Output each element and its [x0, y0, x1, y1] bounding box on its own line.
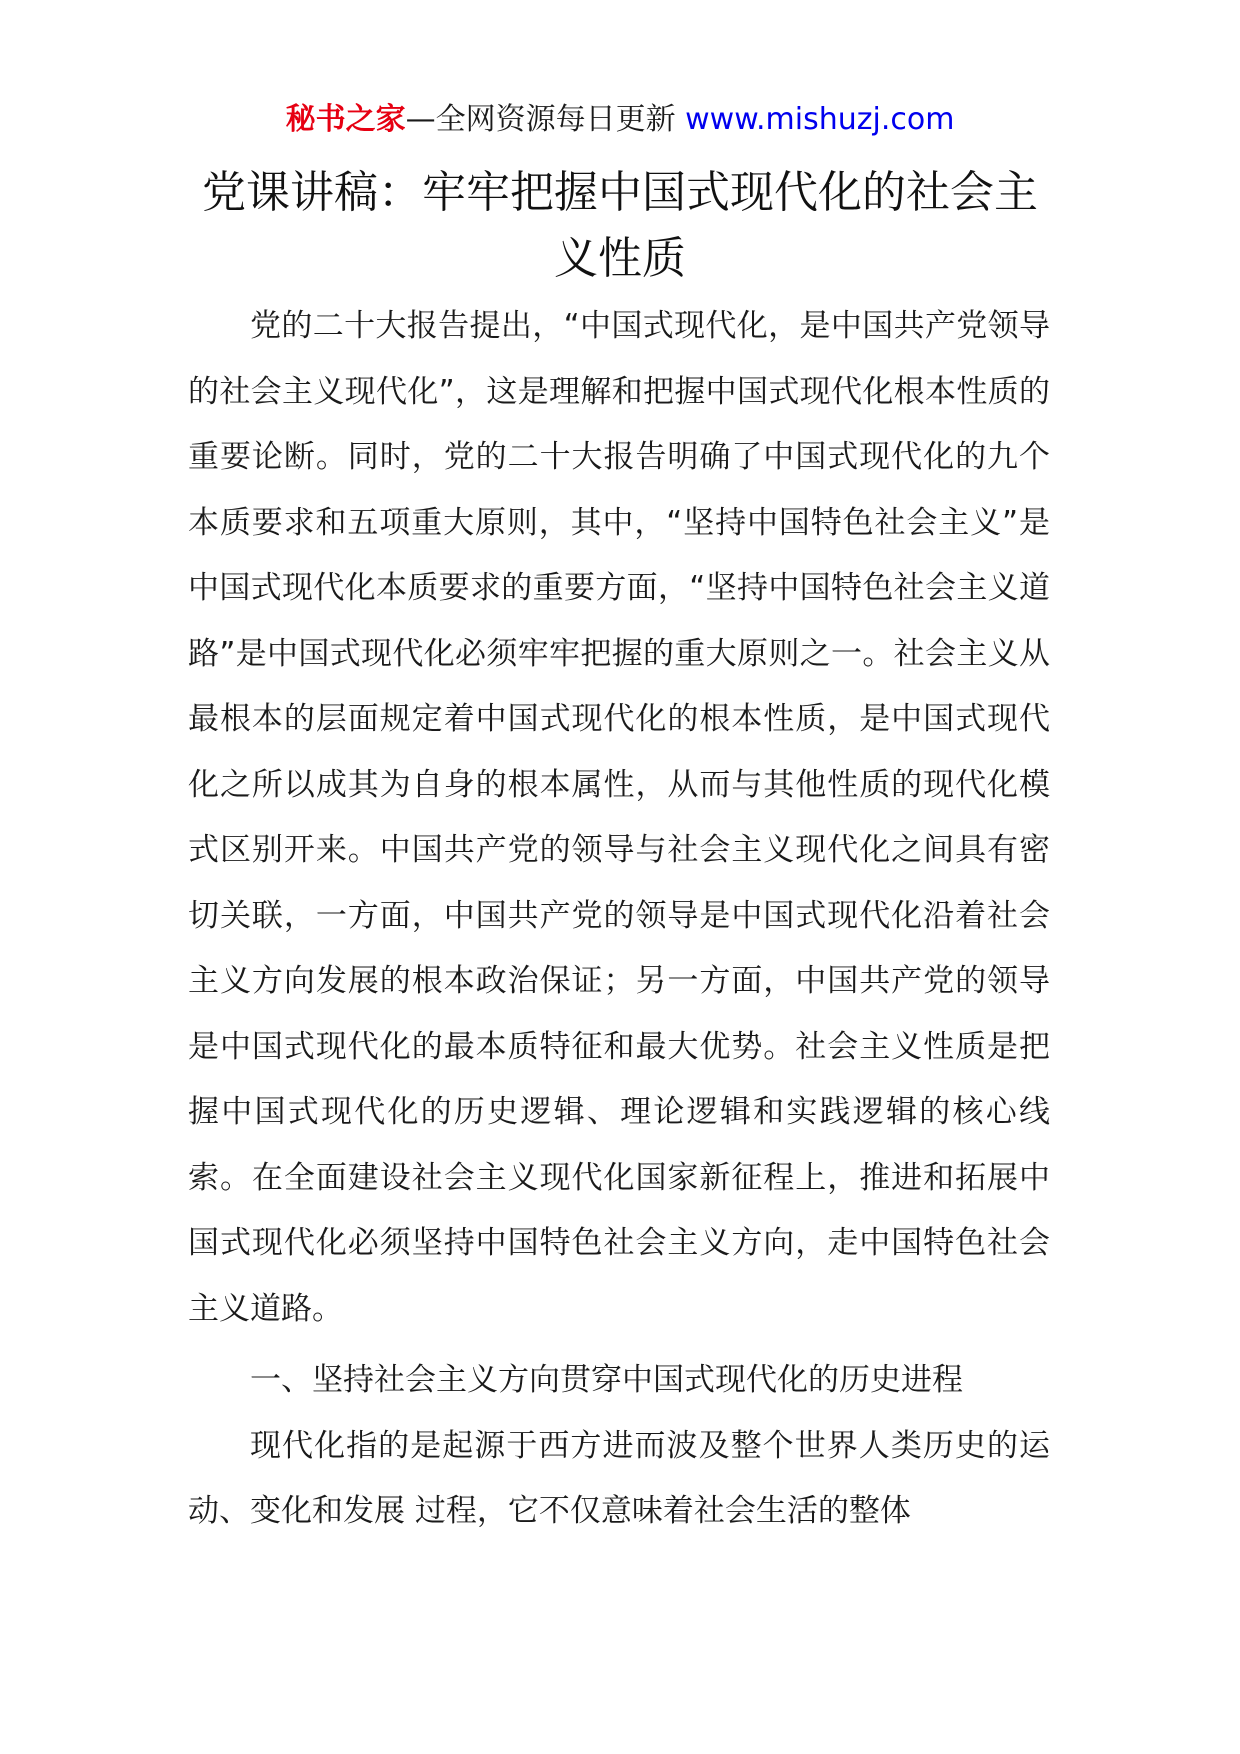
document-title: 党课讲稿：牢牢把握中国式现代化的社会主义性质	[202, 167, 1038, 284]
site-brand: 秘书之家	[285, 102, 406, 137]
section-paragraph: 现代化指的是起源于西方进而波及整个世界人类历史的运动、变化和发展 过程，它不仅意味着社会生活的整体	[188, 1427, 1050, 1529]
document-body	[188, 294, 1050, 1545]
site-tagline: —全网资源每日更新	[405, 102, 686, 137]
site-header-banner	[0, 100, 1240, 140]
body-paragraph: 党的二十大报告提出，“中国式现代化，是中国共产党领导的社会主义现代化”，这是理解和把握中国式现代化根本性质的重要论断。同时，党的二十大报告明确了中国式现代化的九个本质要求和五项重大原则，其中，“坚持中国特色社会主义”是中国式现代化本质要求的重要方面，“坚持中国特色社会主义道路”是中国式现代化必须牢牢把握的重大原则之一。社会主义从最根本的层面规定着中国式现代化的根本性质，是中国式现代化之所以成其为自身的根本属性，从而与其他性质的现代化模式区别开来。中国共产党的领导与社会主义现代化之间具有密切关联，一方面，中国共产党的领导是中国式现代化沿着社会主义方向发展的根本政治保证；另一方面，中国共产党的领导是中国式现代化的最本质特征和最大优势。社会主义性质是把握中国式现代化的历史逻辑、理论逻辑和实践逻辑的核心线索。在全面建设社会主义现代化国家新征程上，推进和拓展中国式现代化必须坚持中国特色社会主义方向，走中国特色社会主义道路。	[188, 308, 1050, 1327]
site-url-link[interactable]: www.mishuzj.com	[685, 102, 955, 137]
section-heading: 一、坚持社会主义方向贯穿中国式现代化的历史进程	[250, 1362, 963, 1398]
